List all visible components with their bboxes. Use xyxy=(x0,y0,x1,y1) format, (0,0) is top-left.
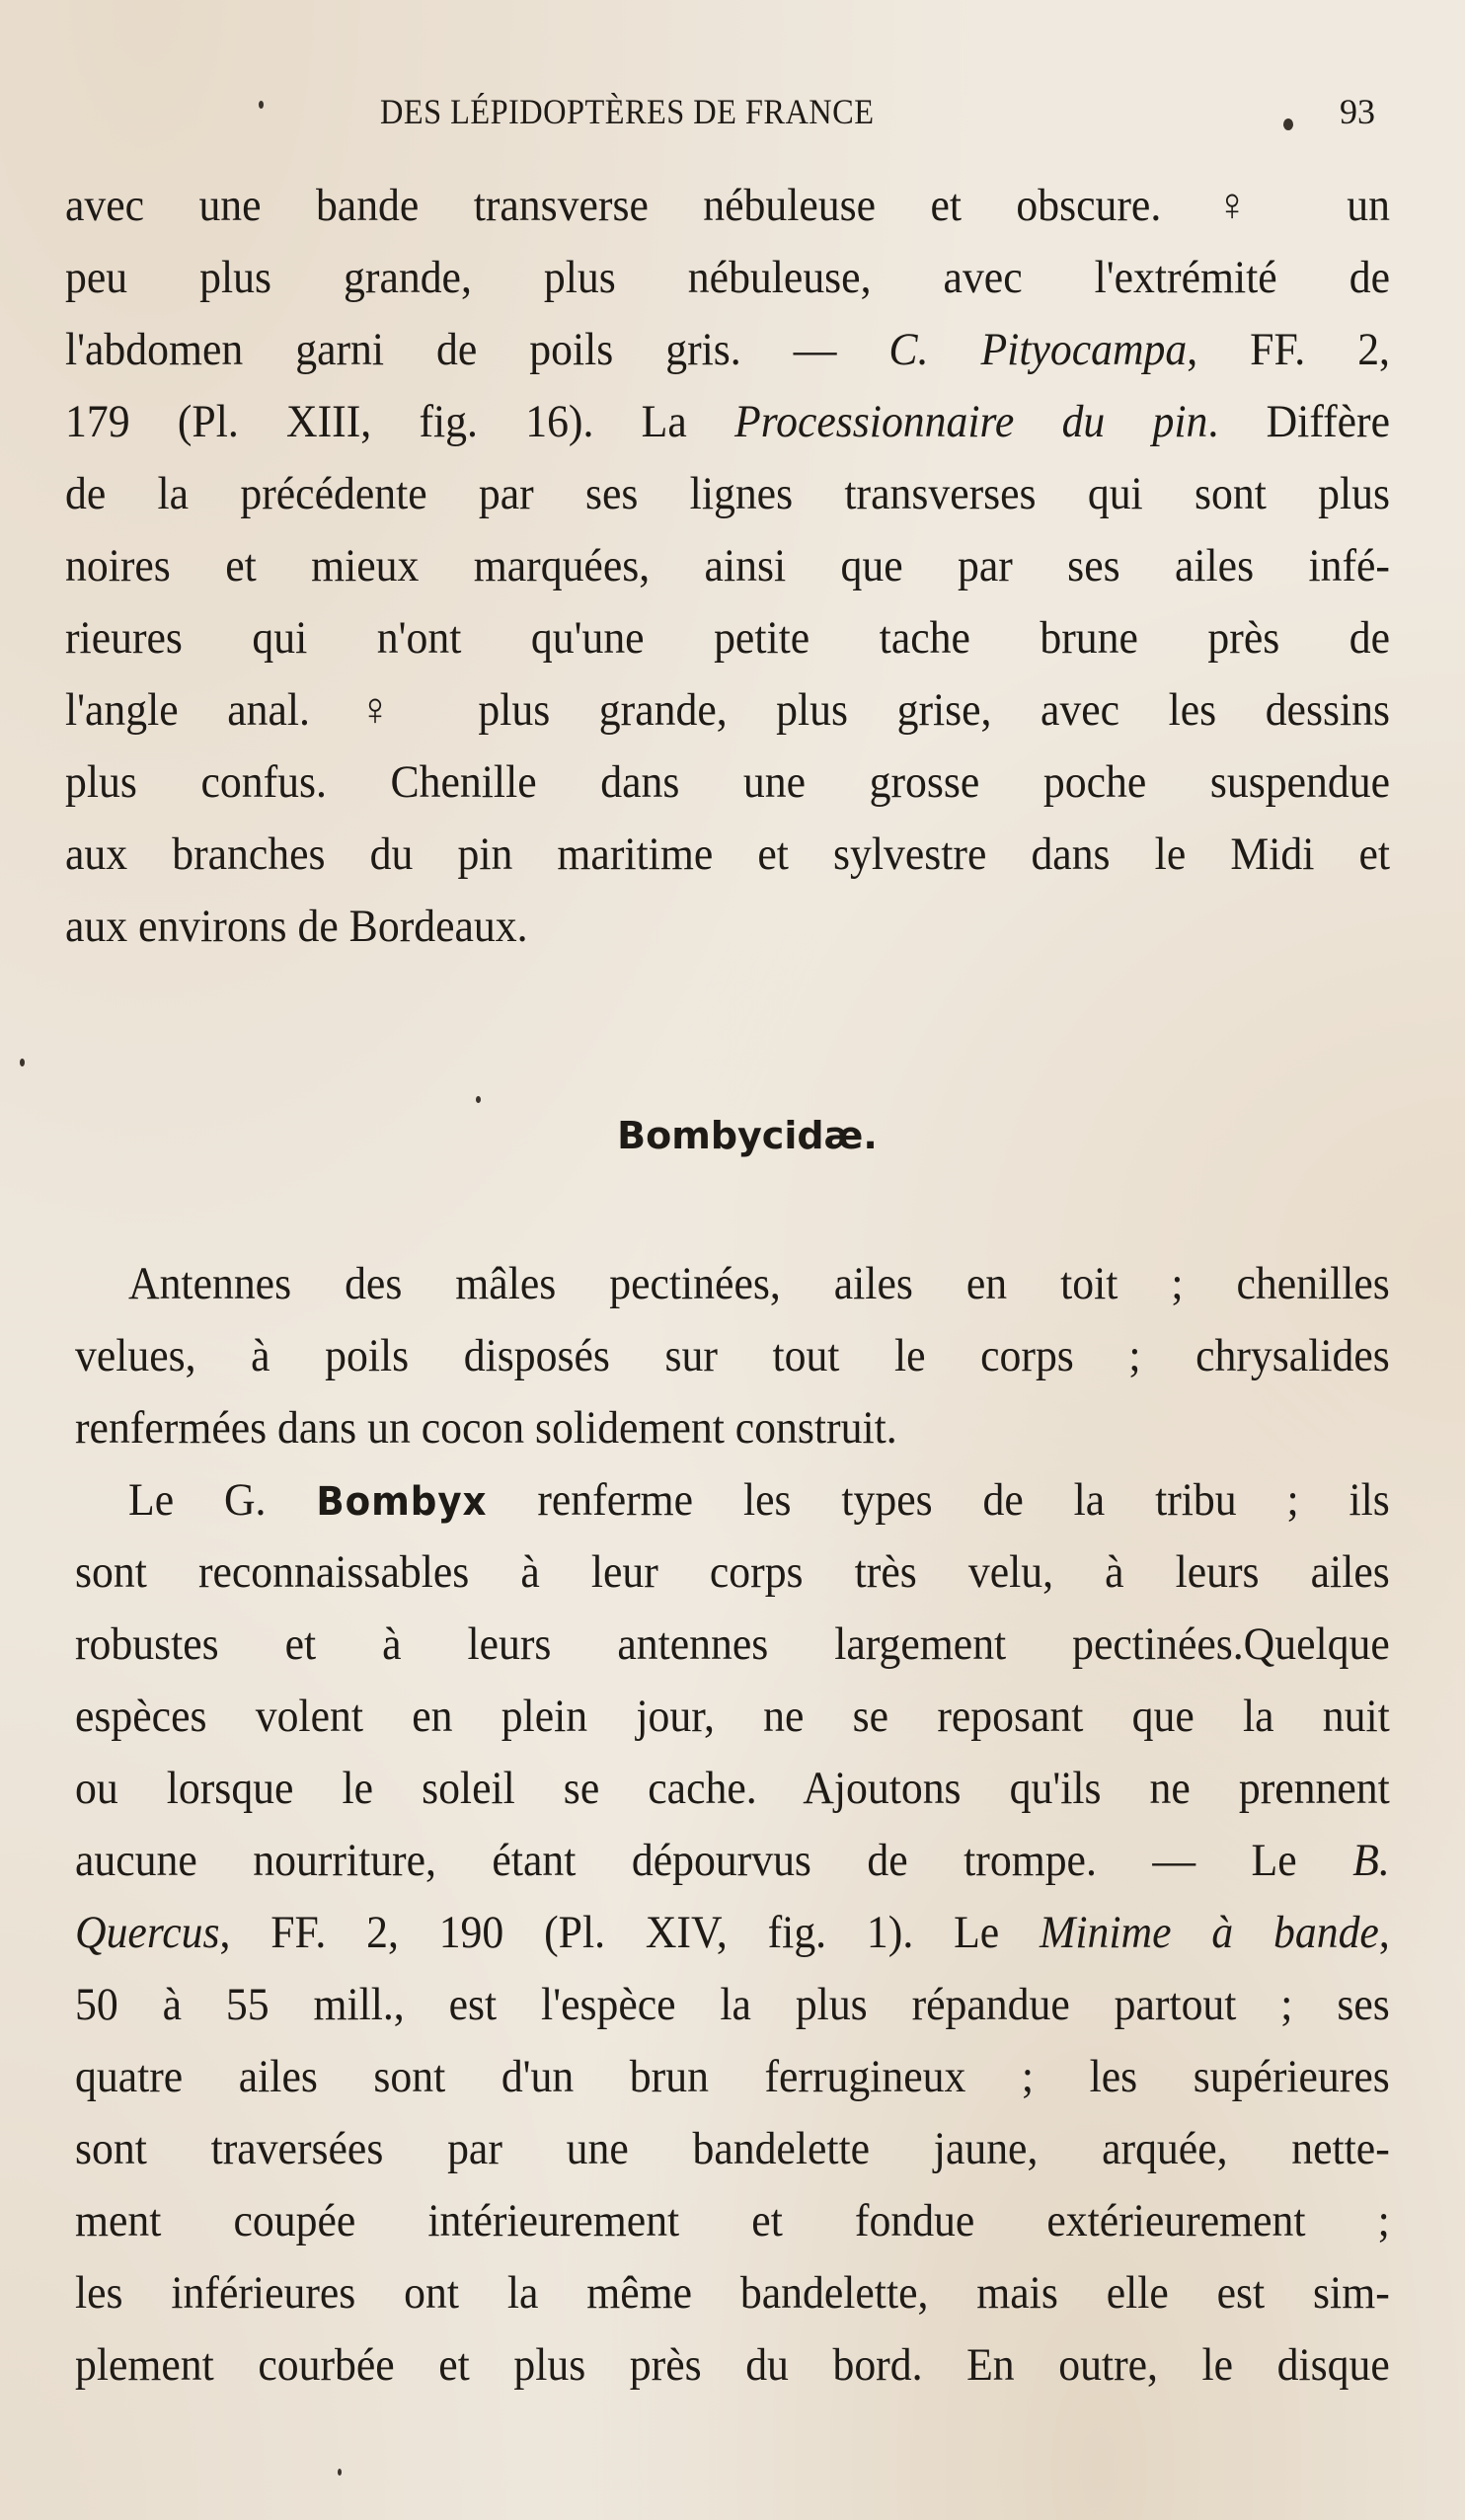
text-line xyxy=(65,392,1390,451)
text-line: avec une bande transverse nébuleuse et obscure. ♀ un xyxy=(65,180,1390,231)
page-number: 93 xyxy=(1340,92,1375,131)
text-line: quatre ailes sont d'un brun ferrugineux ; les supérieures xyxy=(75,2051,1390,2102)
text-line: l'angle anal. ♀ plus grande, plus grise, avec les dessins xyxy=(65,684,1390,736)
text-span: renferme les types de la tribu ; ils xyxy=(487,1474,1390,1526)
text-line: aux branches du pin maritime et sylvestre dans le Midi et xyxy=(65,828,1390,880)
text-line: plus confus. Chenille dans une grosse poche suspendue xyxy=(65,756,1390,808)
text-span: , xyxy=(1378,1907,1390,1958)
running-head xyxy=(0,91,1465,140)
ink-speck xyxy=(338,2469,342,2476)
text-span: l'abdomen garni de poils gris. — xyxy=(65,324,889,375)
text-line: sont reconnaissables à leur corps très velu, à leurs ailes xyxy=(75,1546,1390,1598)
text-span: Le G. xyxy=(128,1474,317,1526)
text-span: aucune nourriture, étant dépourvus de trompe. — Le xyxy=(75,1835,1353,1886)
genus-name: Bombyx xyxy=(316,1479,488,1525)
text-line: plement courbée et plus près du bord. En outre, le disque xyxy=(75,2339,1390,2391)
running-title: DES LÉPIDOPTÈRES DE FRANCE xyxy=(380,92,875,131)
ink-speck xyxy=(1283,118,1293,130)
text-span: , FF. 2, xyxy=(1187,324,1390,375)
text-line xyxy=(65,320,1390,379)
text-line xyxy=(128,1470,1390,1530)
text-span: . Diffère xyxy=(1207,396,1391,447)
text-line xyxy=(75,1903,1390,1962)
text-line: ment coupée intérieurement et fondue extérieurement ; xyxy=(75,2195,1390,2246)
text-line: renfermées dans un cocon solidement construit. xyxy=(75,1402,897,1454)
text-line: Antennes des mâles pectinées, ailes en toit ; chenilles xyxy=(128,1258,1390,1309)
text-line xyxy=(75,1831,1390,1890)
text-span: 179 (Pl. XIII, fig. 16). La xyxy=(65,396,735,447)
text-line: robustes et à leurs antennes largement pectinées.Quelque xyxy=(75,1618,1390,1670)
text-line: sont traversées par une bandelette jaune, arquée, nette- xyxy=(75,2123,1390,2174)
common-name: Processionnaire du pin xyxy=(734,396,1208,447)
ink-speck xyxy=(259,101,264,109)
common-name: Minime à bande xyxy=(1039,1907,1379,1958)
text-line: de la précédente par ses lignes transverses qui sont plus xyxy=(65,468,1390,519)
text-line: noires et mieux marquées, ainsi que par ses ailes infé- xyxy=(65,540,1390,591)
text-line: espèces volent en plein jour, ne se reposant que la nuit xyxy=(75,1691,1390,1742)
text-line: 50 à 55 mill., est l'espèce la plus répandue partout ; ses xyxy=(75,1979,1390,2030)
section-heading-text: Bombycidæ. xyxy=(617,1114,878,1157)
text-span: , FF. 2, 190 (Pl. XIV, fig. 1). Le xyxy=(219,1907,1040,1958)
text-line: peu plus grande, plus nébuleuse, avec l'extrémité de xyxy=(65,252,1390,303)
text-line: aux environs de Bordeaux. xyxy=(65,901,528,952)
text-line: ou lorsque le soleil se cache. Ajoutons qu'ils ne prennent xyxy=(75,1763,1390,1814)
text-line: les inférieures ont la même bandelette, mais elle est sim- xyxy=(75,2267,1390,2319)
ink-speck xyxy=(476,1096,481,1103)
section-heading xyxy=(0,1114,1465,1157)
species-name: Quercus xyxy=(75,1907,220,1958)
species-name: C. Pityocampa xyxy=(888,324,1188,375)
text-line: rieures qui n'ont qu'une petite tache brune près de xyxy=(65,612,1390,664)
ink-speck xyxy=(20,1059,25,1066)
species-abbrev: B. xyxy=(1352,1835,1390,1886)
text-line: velues, à poils disposés sur tout le corps ; chrysalides xyxy=(75,1330,1390,1381)
